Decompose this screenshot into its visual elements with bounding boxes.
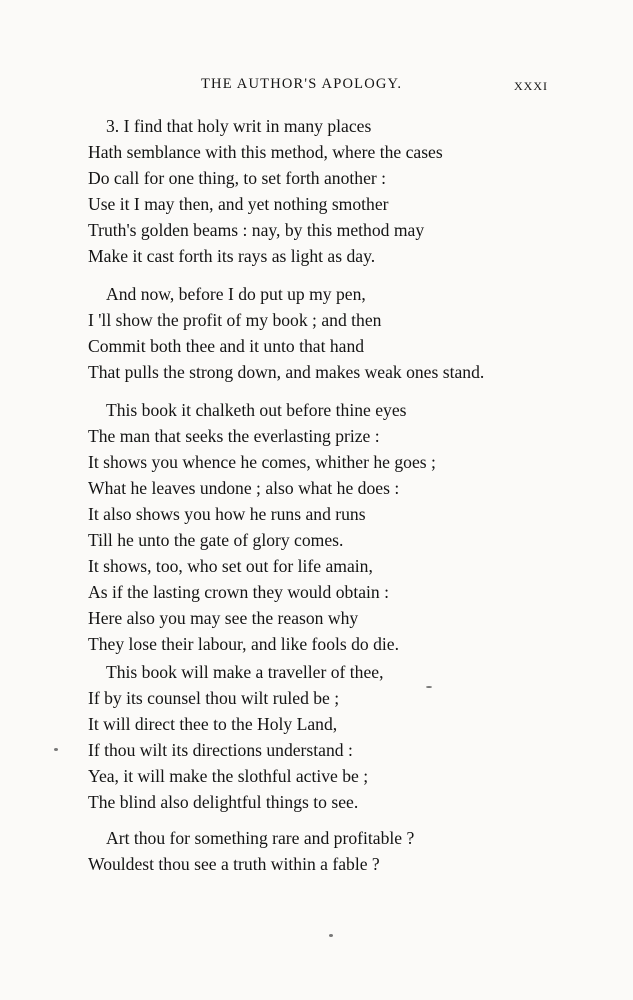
stanza-1-line-3: Do call for one thing, to set forth another : bbox=[88, 168, 387, 188]
stanza-4-line-1: This book will make a traveller of thee, bbox=[106, 662, 384, 682]
ink-speck bbox=[426, 686, 432, 688]
stanza-2-line-3: Commit both thee and it unto that hand bbox=[88, 336, 365, 356]
stanza-1-line-4: Use it I may then, and yet nothing smother bbox=[88, 194, 389, 214]
stanza-4-line-5: Yea, it will make the slothful active be ; bbox=[88, 766, 369, 786]
stanza-3-line-10: They lose their labour, and like fools do die. bbox=[88, 634, 400, 654]
stanza-5-line-1: Art thou for something rare and profitable ? bbox=[106, 828, 415, 848]
ink-speck bbox=[54, 748, 58, 751]
stanza-4-line-3: It will direct thee to the Holy Land, bbox=[88, 714, 338, 734]
stanza-2-line-2: I 'll show the profit of my book ; and then bbox=[88, 310, 382, 330]
page-number: xxxi bbox=[514, 75, 548, 94]
stanza-3-line-2: The man that seeks the everlasting prize : bbox=[88, 426, 380, 446]
stanza-2-line-4: That pulls the strong down, and makes weak ones stand. bbox=[88, 362, 485, 382]
stanza-4-line-6: The blind also delightful things to see. bbox=[88, 792, 359, 812]
stanza-1-line-2: Hath semblance with this method, where the cases bbox=[88, 142, 443, 162]
stanza-2-line-1: And now, before I do put up my pen, bbox=[106, 284, 366, 304]
stanza-3-line-8: As if the lasting crown they would obtain : bbox=[88, 582, 390, 602]
running-head-title: THE AUTHOR'S APOLOGY. bbox=[201, 76, 403, 92]
stanza-3-line-5: It also shows you how he runs and runs bbox=[88, 504, 366, 524]
stanza-1-line-1: 3. I find that holy writ in many places bbox=[106, 116, 372, 136]
stanza-3-line-7: It shows, too, who set out for life amain, bbox=[88, 556, 373, 576]
stanza-4-line-2: If by its counsel thou wilt ruled be ; bbox=[88, 688, 340, 708]
ink-speck bbox=[329, 934, 333, 937]
running-head bbox=[0, 76, 633, 100]
stanza-3-line-1: This book it chalketh out before thine eyes bbox=[106, 400, 407, 420]
stanza-4-line-4: If thou wilt its directions understand : bbox=[88, 740, 353, 760]
stanza-5-line-2: Wouldest thou see a truth within a fable ? bbox=[88, 854, 380, 874]
stanza-3-line-9: Here also you may see the reason why bbox=[88, 608, 359, 628]
stanza-3-line-3: It shows you whence he comes, whither he goes ; bbox=[88, 452, 436, 472]
stanza-1-line-5: Truth's golden beams : nay, by this method may bbox=[88, 220, 425, 240]
stanza-1-line-6: Make it cast forth its rays as light as day. bbox=[88, 246, 376, 266]
stanza-3-line-6: Till he unto the gate of glory comes. bbox=[88, 530, 344, 550]
stanza-3-line-4: What he leaves undone ; also what he does : bbox=[88, 478, 400, 498]
